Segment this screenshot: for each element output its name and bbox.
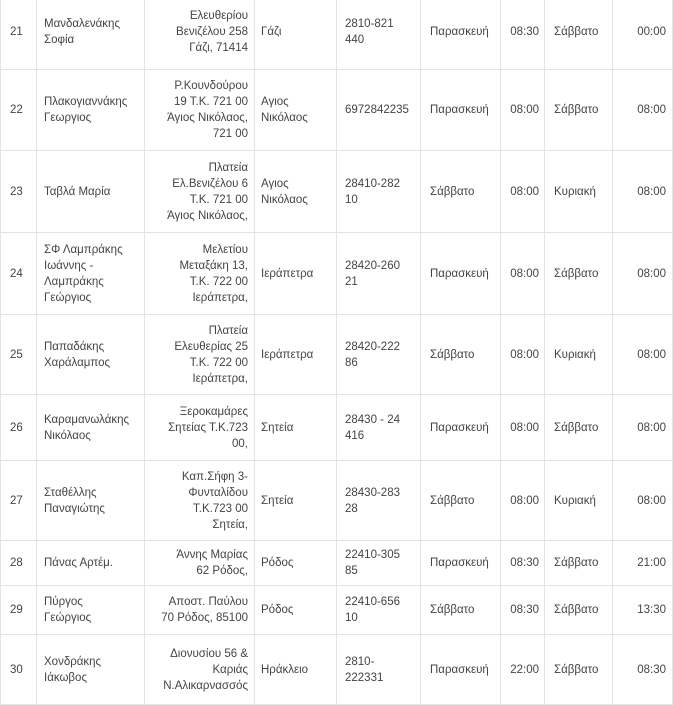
city: Ηράκλειο xyxy=(261,663,309,676)
table-row xyxy=(1,233,673,315)
city: Ιεράπετρα xyxy=(261,267,314,280)
end-day: Σάββατο xyxy=(554,557,599,569)
phone: 28420-222 86 xyxy=(345,340,400,369)
end-day: Κυριακή xyxy=(554,494,596,507)
end-time: 08:00 xyxy=(637,267,666,280)
phone: 28430-283 28 xyxy=(345,486,400,515)
start-day: Παρασκευή xyxy=(430,557,489,569)
city: Ιεράπετρα xyxy=(261,348,314,361)
row-number: 22 xyxy=(10,104,23,116)
end-day: Κυριακή xyxy=(554,348,596,361)
start-time: 08:30 xyxy=(510,557,539,569)
start-day: Σάββατο xyxy=(430,494,475,507)
end-time: 08:00 xyxy=(637,494,666,507)
row-number: 27 xyxy=(10,494,23,507)
start-day: Παρασκευή xyxy=(430,663,489,676)
start-time: 08:00 xyxy=(510,348,539,361)
start-day: Παρασκευή xyxy=(430,267,489,280)
end-day: Σάββατο xyxy=(554,663,599,676)
start-time: 22:00 xyxy=(510,663,539,676)
address: Καπ.Σήφη 3- Φυνταλίδου Τ.Κ.723 00 Σητεία, xyxy=(181,470,248,531)
end-time: 21:00 xyxy=(637,557,666,569)
start-day: Παρασκευή xyxy=(430,26,489,38)
start-time: 08:30 xyxy=(510,604,539,616)
row-number: 29 xyxy=(10,604,23,616)
pharmacist-name: Χονδράκης Ιάκωβος xyxy=(44,655,102,684)
pharmacist-name: Πάνας Αρτέμ. xyxy=(44,557,113,569)
table-row xyxy=(1,635,673,705)
start-time: 08:00 xyxy=(510,267,539,280)
phone: 22410-305 85 xyxy=(345,549,400,577)
phone: 2810-821 440 xyxy=(345,18,394,46)
pharmacist-name: Ταβλά Μαρία xyxy=(44,185,111,198)
address: Ρ.Κουνδούρου 19 Τ.Κ. 721 00 Άγιος Νικόλαος, 721 00 xyxy=(167,80,248,140)
phone: 6972842235 xyxy=(345,104,409,116)
phone: 28430 - 24 416 xyxy=(345,413,400,442)
end-day: Σάββατο xyxy=(554,604,599,616)
pharmacist-name: Καραμανωλάκης Νικόλαος xyxy=(44,413,130,442)
table-row xyxy=(1,395,673,461)
end-time: 08:00 xyxy=(637,104,666,116)
start-time: 08:00 xyxy=(510,185,539,198)
address: Πλατεία Ελευθερίας 25 Τ.Κ. 722 00 Ιεράπετρα, xyxy=(174,324,248,385)
end-day: Σάββατο xyxy=(554,26,599,38)
end-day: Κυριακή xyxy=(554,185,596,198)
row-number: 23 xyxy=(10,185,23,198)
phone: 22410-656 10 xyxy=(345,596,400,624)
end-day: Σάββατο xyxy=(554,267,599,280)
end-day: Σάββατο xyxy=(554,421,599,434)
end-time: 13:30 xyxy=(637,604,666,616)
row-number: 25 xyxy=(10,348,23,361)
city: Αγιος Νικόλαος xyxy=(261,177,308,206)
start-time: 08:30 xyxy=(510,26,539,38)
row-number: 28 xyxy=(10,557,23,569)
start-day: Σάββατο xyxy=(430,604,475,616)
address: Διονυσίου 56 & Καριάς Ν.Αλικαρνασσός xyxy=(163,647,248,692)
start-day: Σάββατο xyxy=(430,348,475,361)
table-row xyxy=(1,461,673,541)
end-time: 00:00 xyxy=(637,26,666,38)
pharmacist-name: Πύργος Γεώργιος xyxy=(44,596,92,624)
row-number: 30 xyxy=(10,663,23,676)
address: Αποστ. Παύλου 70 Ρόδος, 85100 xyxy=(161,596,248,624)
table-row xyxy=(1,70,673,151)
city: Γάζι xyxy=(261,26,282,38)
table-row xyxy=(1,541,673,586)
row-number: 26 xyxy=(10,421,23,434)
city: Ρόδος xyxy=(261,604,294,616)
city: Αγιος Νικόλαος xyxy=(261,96,308,124)
start-day: Παρασκευή xyxy=(430,421,489,434)
address: Ξεροκαμάρες Σητείας Τ.Κ.723 00, xyxy=(168,405,248,450)
pharmacist-name: Πλακογιαννάκης Γεωργιος xyxy=(44,96,128,124)
city: Σητεία xyxy=(261,421,294,434)
table-row xyxy=(1,0,673,70)
end-time: 08:00 xyxy=(637,421,666,434)
pharmacist-name: Σταθέλλης Παναγιώτης xyxy=(44,486,105,515)
end-time: 08:00 xyxy=(637,348,666,361)
address: Πλατεία Ελ.Βενιζέλου 6 Τ.Κ. 721 00 Άγιος Νικόλαος, xyxy=(167,161,248,222)
row-number: 21 xyxy=(10,26,23,38)
start-day: Σάββατο xyxy=(430,185,475,198)
end-time: 08:00 xyxy=(637,185,666,198)
phone: 2810- 222331 xyxy=(345,655,384,684)
start-day: Παρασκευή xyxy=(430,104,489,116)
pharmacist-name: ΣΦ Λαμπράκης Ιωάννης - Λαμπράκης Γεώργιος xyxy=(44,243,123,304)
address: Άννης Μαρίας 62 Ρόδος, xyxy=(176,549,248,577)
address: Μελετίου Μεταξάκη 13, Τ.Κ. 722 00 Ιεράπετρα, xyxy=(179,243,248,304)
pharmacist-name: Μανδαλενάκης Σοφία xyxy=(44,18,120,46)
start-time: 08:00 xyxy=(510,421,539,434)
end-day: Σάββατο xyxy=(554,104,599,116)
city: Ρόδος xyxy=(261,557,294,569)
table-row xyxy=(1,315,673,395)
start-time: 08:00 xyxy=(510,104,539,116)
city: Σητεία xyxy=(261,494,294,507)
table-row xyxy=(1,586,673,635)
row-number: 24 xyxy=(10,267,23,280)
pharmacist-name: Παπαδάκης Χαράλαμπος xyxy=(44,340,111,369)
address: Ελευθερίου Βενιζέλου 258 Γάζι, 71414 xyxy=(176,10,248,54)
phone: 28410-282 10 xyxy=(345,177,400,206)
table-row xyxy=(1,151,673,233)
start-time: 08:00 xyxy=(510,494,539,507)
end-time: 08:30 xyxy=(637,663,666,676)
table-body xyxy=(1,0,673,705)
phone: 28420-260 21 xyxy=(345,259,400,288)
